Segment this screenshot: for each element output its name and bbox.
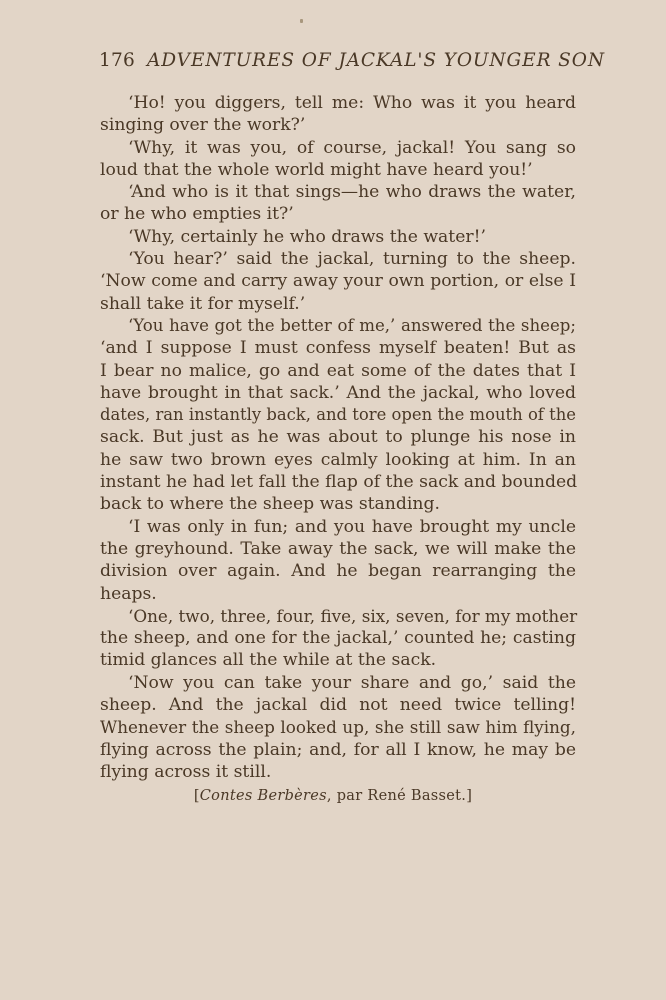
text-line: the greyhound. Take away the sack, we will make the: [100, 538, 576, 559]
text-line: ‘You have got the better of me,’ answered the sheep;: [128, 315, 576, 335]
text-line: ‘And who is it that sings—he who draws the water,: [128, 182, 576, 203]
text-line: the sheep, and one for the jackal,’ counted he; casting: [100, 628, 576, 649]
text-line: loud that the whole world might have heard you!’: [100, 159, 533, 180]
text-line: ‘Now you can take your share and go,’ said the: [128, 672, 576, 693]
text-line: Whenever the sheep looked up, she still saw him flying,: [100, 717, 576, 738]
text-line: sheep. And the jackal did not need twice telling!: [100, 695, 576, 716]
text-line: have brought in that sack.’ And the jackal, who loved: [100, 382, 576, 403]
text-line: he saw two brown eyes calmly looking at him. In an: [100, 449, 576, 470]
text-line: ‘Ho! you diggers, tell me: Who was it you heard: [128, 93, 576, 113]
text-line: flying across it still.: [100, 761, 272, 782]
source-citation: [0, 788, 666, 804]
text-line: I bear no malice, go and eat some of the dates that I: [100, 360, 576, 381]
text-line: sack. But just as he was about to plunge his nose in: [100, 427, 576, 448]
text-line: heaps.: [100, 583, 157, 604]
text-line: back to where the sheep was standing.: [100, 494, 440, 515]
text-line: timid glances all the while at the sack.: [100, 650, 437, 671]
body-text: [100, 92, 576, 783]
text-line: ‘I was only in fun; and you have brought my uncle: [128, 516, 576, 537]
citation-author: , par René Basset.]: [326, 788, 473, 804]
citation-open-bracket: [: [193, 788, 200, 804]
text-line: ‘One, two, three, four, five, six, seven, for my mother: [128, 605, 578, 626]
page-number: 176: [99, 50, 135, 71]
text-line: ‘and I suppose I must confess myself beaten! But as: [100, 338, 576, 359]
text-line: flying across the plain; and, for all I know, he may be: [100, 739, 576, 760]
text-line: ‘Now come and carry away your own portion, or else I: [100, 271, 576, 292]
text-line: ‘You hear?’ said the jackal, turning to the sheep.: [128, 249, 576, 270]
text-line: dates, ran instantly back, and tore open the mouth of the: [100, 405, 576, 425]
paper-speck: [300, 19, 303, 23]
running-title: ADVENTURES OF JACKAL'S YOUNGER SON: [147, 50, 605, 71]
text-line: ‘Why, certainly he who draws the water!’: [128, 226, 486, 247]
citation-title: Contes Berbères: [199, 788, 327, 804]
text-line: division over again. And he began rearranging the: [100, 561, 576, 582]
text-line: or he who empties it?’: [100, 204, 294, 225]
text-line: ‘Why, it was you, of course, jackal! You sang so: [128, 137, 576, 158]
text-line: singing over the work?’: [100, 115, 306, 136]
text-line: shall take it for myself.’: [100, 293, 306, 314]
page-header: [99, 50, 605, 71]
text-line: instant he had let fall the flap of the sack and bounded: [100, 472, 578, 493]
